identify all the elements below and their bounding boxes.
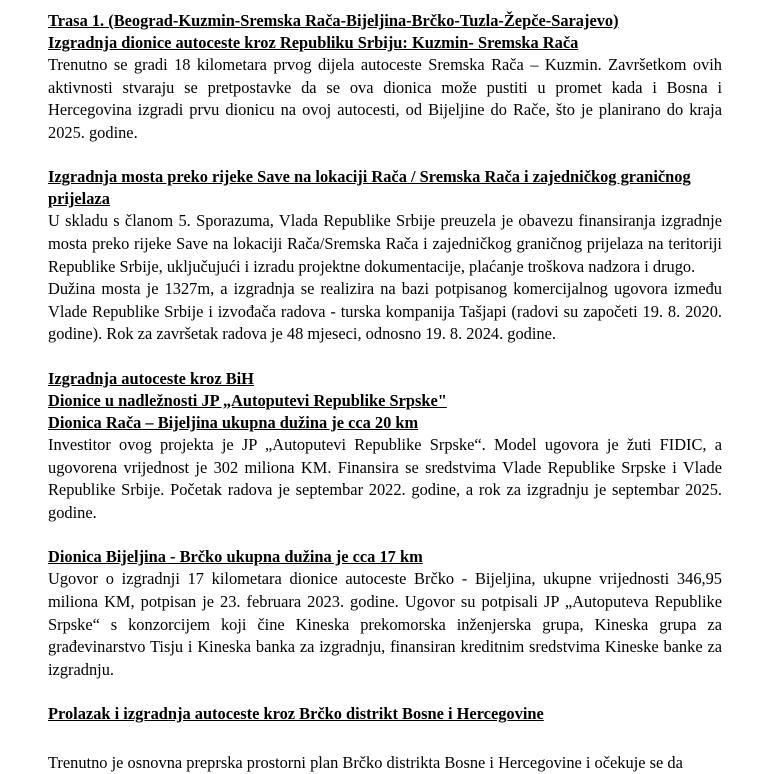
paragraph-bridge-1: U skladu s članom 5. Sporazuma, Vlada Republike Srbije preuzela je obavezu finansiranja izgradnje mosta preko rijeke Save na lokaciji Rača/Sremska Rača i zajedničkog graničnog prijelaza na teritoriji Republike Srbije, uključujući i izradu projektne dokumentacije, plaćanje troškova nadzora i drugo. (48, 211, 722, 276)
spacer (48, 346, 722, 368)
section-heading-bih: Izgradnja autoceste kroz BiH (48, 368, 254, 388)
paragraph-kuzmin: Trenutno se gradi 18 kilometara prvog dijela autoceste Sremska Rača – Kuzmin. Završetkom ovih aktivnosti stvaraju se pretpostavke da se ova dionica može pustiti u promet kada i Bosna i Hercegovina izgradi prvu dionicu na ovoj autocesti, od Bijeljine do Rače, što je planirano do kraja 2025. godine. (48, 55, 722, 142)
section-heading-raca-bijeljina: Dionica Rača – Bijeljina ukupna dužina je cca 20 km (48, 412, 419, 432)
section-heading-bijeljina-brcko: Dionica Bijeljina - Brčko ukupna dužina je cca 17 km (48, 547, 423, 567)
document-page (48, 10, 722, 725)
paragraph-brcko-partial: Trenutno je osnovna preprska prostorni plan Brčko distrikta Bosne i Hercegovine i očekuje se da (48, 753, 683, 772)
paragraph-raca-bijeljina: Investitor ovog projekta je JP „Autoputevi Republike Srpske“. Model ugovora je žuti FIDIC, a ugovorena vrijednost je 302 miliona KM. Finansira se sredstvima Vlade Republike Srpske i Vlade Republike Srbije. Početak radova je septembar 2022. godine, a rok za izgradnju je septembar 2025. godine. (48, 434, 722, 522)
section-heading-kuzmin: Izgradnja dionice autoceste kroz Republiku Srbiju: Kuzmin- Sremska Rača (48, 33, 579, 52)
spacer (48, 144, 722, 166)
subheading-jp-autoputevi: Dionice u nadležnosti JP „Autoputevi Republike Srpske" (48, 390, 447, 410)
route-title: Trasa 1. (Beograd-Kuzmin-Sremska Rača-Bijeljina-Brčko-Tuzla-Žepče-Sarajevo) (48, 11, 619, 30)
section-heading-bridge: Izgradnja mosta preko rijeke Save na lokaciji Rača / Sremska Rača i zajedničkog graničnog prijelaza (48, 167, 691, 209)
paragraph-bridge-2: Dužina mosta je 1327m, a izgradnja se realizira na bazi potpisanog komercijalnog ugovora između Vlade Republike Srbije i izvođača radova - turska kompanija Tašjapi (radovi su započeti 19. 8. 2020. godine). Rok za završetak radova je 48 mjeseci, odnosno 19. 8. 2024. godine. (48, 279, 722, 344)
paragraph-bijeljina-brcko: Ugovor o izgradnji 17 kilometara dionice autoceste Brčko - Bijeljina, ukupne vrijednosti 346,95 miliona KM, potpisan je 23. februara 2023. godine. Ugovor su potpisali JP „Autoputeva Republike Srpske“ s konzorcijem koji čine Kineska prekomorska inženjerska grupa, Kineska grupa za građevinarstvo Tisju i Kineska banka za izgradnju, finansiran kreditnim sredstvima Kineske banke za izgradnju. (48, 569, 722, 679)
spacer (48, 524, 722, 546)
spacer (48, 681, 722, 703)
section-heading-brcko-district: Prolazak i izgradnja autoceste kroz Brčko distrikt Bosne i Hercegovine (48, 704, 544, 724)
